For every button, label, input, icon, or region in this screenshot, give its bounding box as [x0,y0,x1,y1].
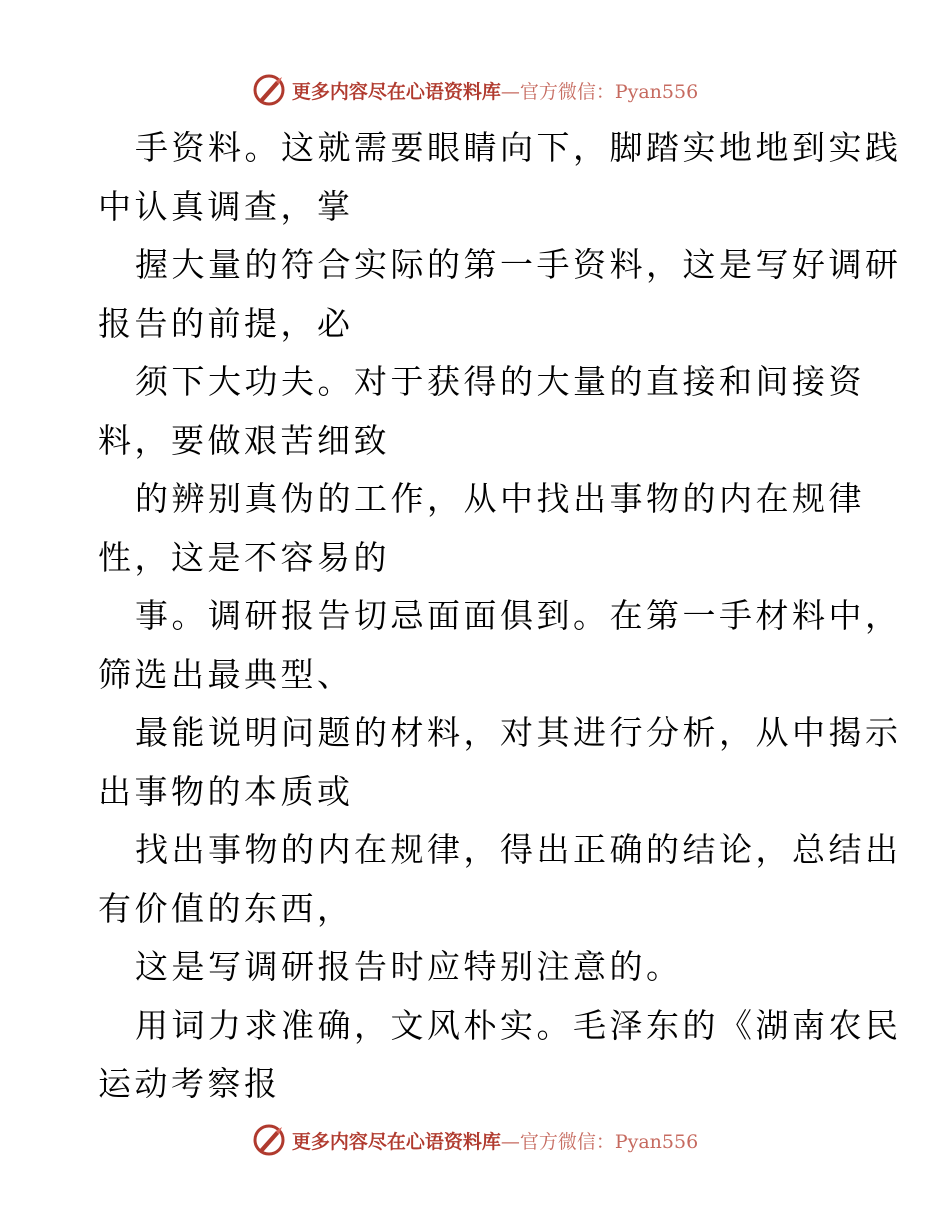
footer-banner-text [292,1127,698,1154]
header-banner [0,70,950,110]
body-line: 握大量的符合实际的第一手资料，这是写好调研 [135,245,902,284]
body-line: 须下大功夫。对于获得的大量的直接和间接资 [135,362,865,401]
body-line: 手资料。这就需要眼睛向下，脚踏实地地到实践 [135,128,902,167]
body-line: 有价值的东西， [98,888,354,928]
body-line: 用词力求准确，文风朴实。毛泽东的《湖南农民 [135,1005,902,1045]
quill-pen-logo-icon [252,1123,286,1157]
body-line: 事。调研报告切忌面面俱到。在第一手材料中， [135,596,902,635]
quill-pen-logo-icon [252,73,286,107]
header-banner-contact: 官方微信：Pyan556 [519,80,699,103]
header-banner-main: 更多内容尽在心语资料库 [291,80,501,103]
body-line: 出事物的本质或 [98,771,354,811]
body-line: 性，这是不容易的 [98,537,390,577]
body-line: 料，要做艰苦细致 [98,420,390,460]
body-line: 报告的前提，必 [98,303,354,343]
footer-banner [0,1120,950,1160]
body-line: 的辨别真伪的工作，从中找出事物的内在规律 [135,479,865,518]
body-line: 运动考察报 [98,1064,281,1103]
header-banner-text [292,77,698,104]
body-line: 筛选出最典型、 [98,654,354,694]
header-banner-separator: — [500,80,520,103]
footer-banner-contact: 官方微信：Pyan556 [519,1130,699,1153]
body-line: 找出事物的内在规律，得出正确的结论，总结出 [135,830,902,869]
footer-banner-separator: — [500,1130,520,1153]
body-line: 这是写调研报告时应特别注意的。 [135,947,683,986]
body-line: 最能说明问题的材料，对其进行分析，从中揭示 [135,713,902,752]
body-line: 中认真调查，掌 [98,186,354,226]
footer-banner-main: 更多内容尽在心语资料库 [291,1130,501,1153]
document-body [98,119,902,1114]
